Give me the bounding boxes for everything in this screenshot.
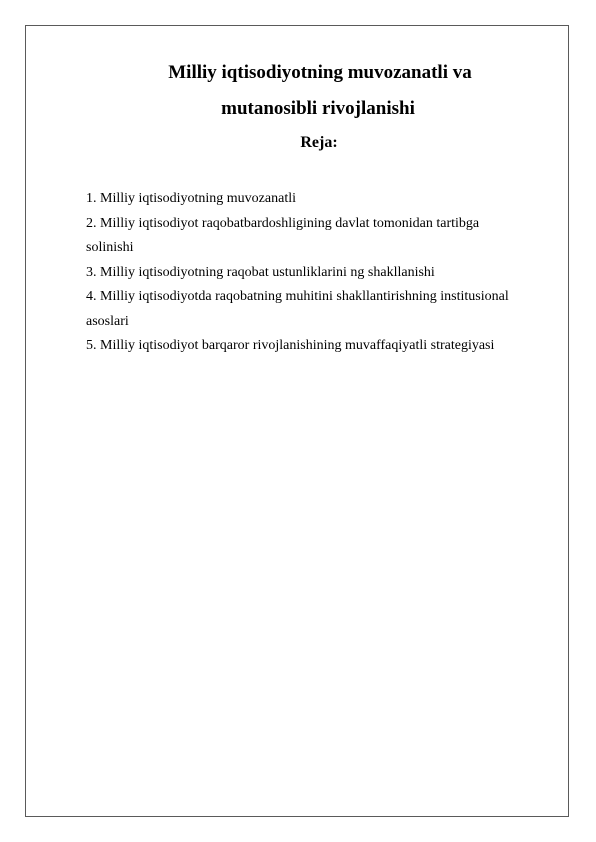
document-title-line-1: Milliy iqtisodiyotning muvozanatli va xyxy=(168,62,472,83)
plan-item-3: 3. Milliy iqtisodiyotning raqobat ustunliklarini ng shakllanishi xyxy=(86,264,435,280)
plan-item-4: 4. Milliy iqtisodiyotda raqobatning muhitini shakllantirishning institusional asoslari xyxy=(86,289,509,329)
plan-heading: Reja: xyxy=(300,134,338,151)
plan-list xyxy=(86,187,526,359)
plan-item-2: 2. Milliy iqtisodiyot raqobatbardoshligining davlat tomonidan tartibga solinishi xyxy=(86,215,480,255)
plan-item-1: 1. Milliy iqtisodiyotning muvozanatli xyxy=(86,191,296,206)
document-title-line-2: mutanosibli rivojlanishi xyxy=(221,98,415,119)
plan-item-5: 5. Milliy iqtisodiyot barqaror rivojlanishining muvaffaqiyatli strategiyasi xyxy=(86,338,495,353)
